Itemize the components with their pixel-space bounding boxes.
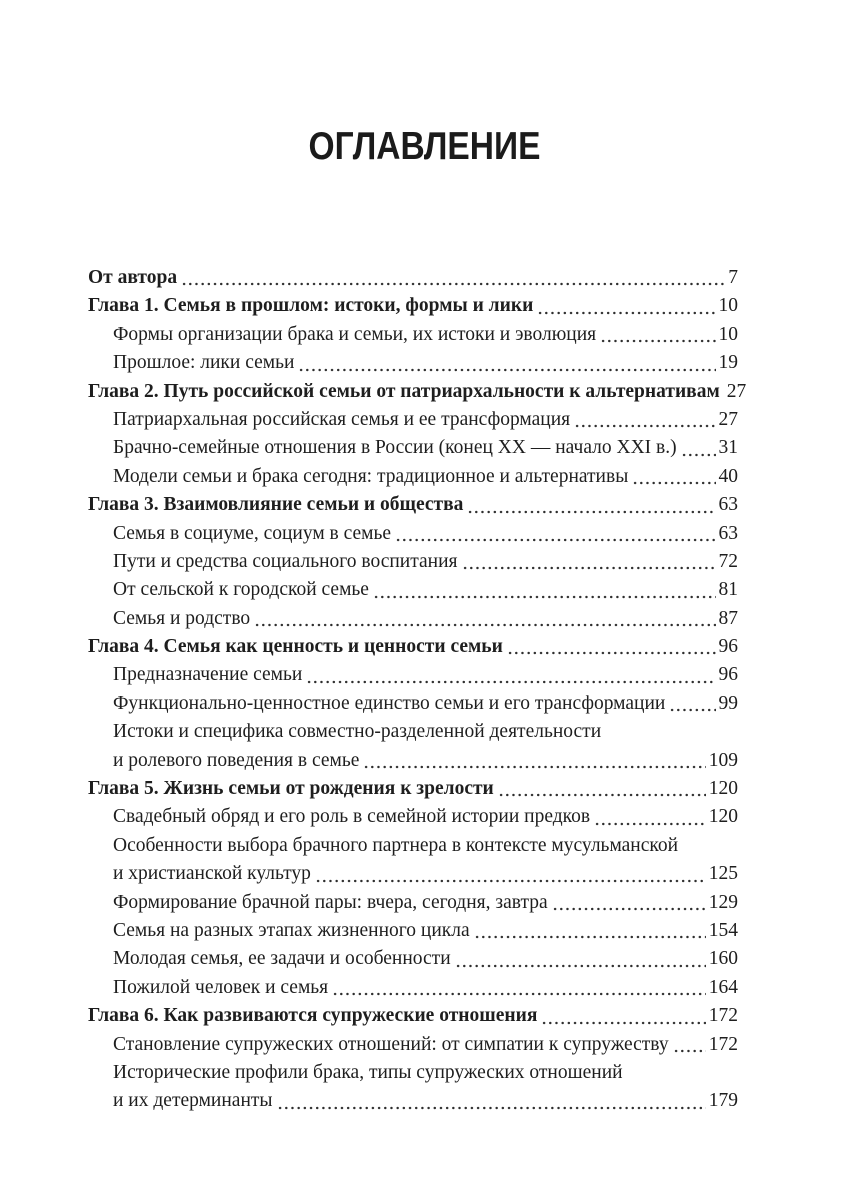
toc-entry	[88, 718, 738, 746]
toc-entry-label: Истоки и специфика совместно-разделенной деятельности	[113, 721, 602, 743]
toc-leader-dots	[455, 960, 706, 972]
toc-entry	[88, 832, 738, 860]
toc-entry-label: Брачно-семейные отношения в России (конец XX — начало XXI в.)	[113, 437, 677, 459]
toc-entry	[88, 406, 738, 434]
toc-leader-dots	[594, 818, 706, 830]
toc-list	[88, 264, 747, 1116]
toc-entry-page: 99	[718, 692, 738, 714]
toc-entry-label: и ролевого поведения в семье	[113, 749, 360, 771]
toc-entry-label: Семья в социуме, социум в семье	[113, 522, 392, 544]
toc-leader-dots	[669, 704, 715, 716]
toc-leader-dots	[552, 903, 706, 915]
toc-entry-page: 87	[718, 607, 738, 629]
toc-entry-label: Исторические профили брака, типы супружеских отношений	[113, 1061, 623, 1083]
toc-leader-dots	[574, 420, 715, 432]
toc-leader-dots	[395, 534, 715, 546]
toc-leader-dots	[600, 335, 715, 347]
toc-entry	[88, 576, 738, 604]
toc-entry	[88, 264, 738, 292]
toc-entry-label: Глава 5. Жизнь семьи от рождения к зрелости	[88, 778, 494, 800]
toc-entry	[88, 974, 738, 1002]
toc-entry-label: Предназначение семьи	[113, 664, 303, 686]
toc-leader-dots	[298, 364, 715, 376]
toc-entry	[88, 605, 738, 633]
toc-entry	[88, 860, 738, 888]
toc-entry-page: 27	[718, 408, 738, 430]
toc-entry-page: 96	[718, 636, 738, 658]
toc-entry-label: Патриархальная российская семья и ее трансформация	[113, 408, 571, 430]
toc-entry	[88, 349, 738, 377]
toc-entry-label: Глава 2. Путь российской семьи от патриархальности к альтернативам	[88, 380, 720, 402]
toc-entry	[88, 1002, 738, 1030]
toc-entry	[88, 690, 738, 718]
toc-leader-dots	[277, 1102, 706, 1114]
toc-entry	[88, 1031, 738, 1059]
toc-entry-label: Модели семьи и брака сегодня: традиционное и альтернативы	[113, 465, 629, 487]
toc-entry-page: 109	[708, 749, 738, 771]
toc-entry	[88, 434, 738, 462]
toc-leader-dots	[673, 1045, 706, 1057]
toc-entry	[88, 520, 738, 548]
toc-leader-dots	[373, 591, 716, 603]
toc-entry-label: Становление супружеских отношений: от симпатии к супружеству	[113, 1033, 669, 1055]
toc-entry-page: 81	[718, 579, 738, 601]
toc-entry	[88, 889, 738, 917]
toc-entry-page: 129	[708, 891, 738, 913]
toc-entry-label: Формы организации брака и семьи, их истоки и эволюция	[113, 323, 597, 345]
toc-entry-label: Семья на разных этапах жизненного цикла	[113, 919, 470, 941]
toc-entry-label: Глава 3. Взаимовлияние семьи и общества	[88, 494, 464, 516]
toc-entry-page: 7	[728, 267, 738, 288]
toc-entry	[88, 292, 738, 320]
toc-leader-dots	[363, 761, 705, 773]
toc-entry-label: Пути и средства социального воспитания	[113, 550, 458, 572]
toc-entry	[88, 1059, 738, 1087]
toc-entry-label: От автора	[88, 267, 178, 288]
toc-leader-dots	[474, 931, 706, 943]
toc-leader-dots	[462, 562, 716, 574]
toc-entry-label: Пожилой человек и семья	[113, 976, 329, 998]
toc-entry-page: 120	[708, 778, 738, 800]
toc-entry-label: Прошлое: лики семьи	[113, 352, 295, 374]
toc-entry	[88, 775, 738, 803]
toc-entry-label: Формирование брачной пары: вчера, сегодня, завтра	[113, 891, 548, 913]
toc-entry	[88, 1087, 738, 1115]
toc-entry-page: 96	[718, 664, 738, 686]
toc-entry-page: 164	[708, 976, 738, 998]
toc-entry-page: 125	[708, 863, 738, 885]
toc-entry	[88, 945, 738, 973]
toc-entry-page: 179	[708, 1090, 738, 1112]
toc-entry-label: и их детерминанты	[113, 1090, 273, 1112]
toc-leader-dots	[254, 619, 715, 631]
toc-entry-page: 10	[718, 295, 738, 317]
toc-entry	[88, 321, 738, 349]
toc-leader-dots	[632, 477, 715, 489]
toc-leader-dots	[537, 307, 715, 319]
toc-leader-dots	[498, 789, 706, 801]
toc-entry-label: Семья и родство	[113, 607, 251, 629]
toc-entry-page: 31	[718, 437, 738, 459]
toc-entry-page: 172	[708, 1033, 738, 1055]
toc-entry	[88, 548, 738, 576]
toc-entry-page: 40	[718, 465, 738, 487]
toc-entry-label: От сельской к городской семье	[113, 579, 369, 601]
toc-entry-label: Глава 1. Семья в прошлом: истоки, формы и лики	[88, 295, 534, 317]
toc-entry-label: Функционально-ценностное единство семьи и его трансформации	[113, 692, 666, 714]
toc-entry-page: 63	[718, 494, 738, 516]
toc-entry-label: Глава 4. Семья как ценность и ценности семьи	[88, 636, 503, 658]
toc-leader-dots	[332, 988, 706, 1000]
toc-leader-dots	[507, 647, 716, 659]
toc-leader-dots	[306, 676, 715, 688]
toc-entry-page: 72	[718, 550, 738, 572]
toc-entry-page: 63	[718, 522, 738, 544]
toc-entry-page: 154	[708, 919, 738, 941]
toc-entry-label: Молодая семья, ее задачи и особенности	[113, 948, 451, 970]
toc-entry-page: 19	[718, 352, 738, 374]
toc-entry-label: Особенности выбора брачного партнера в контексте мусульманской	[113, 834, 679, 856]
toc-entry-page: 160	[708, 948, 738, 970]
toc-entry	[88, 463, 738, 491]
toc-leader-dots	[541, 1017, 705, 1029]
toc-leader-dots	[467, 506, 715, 518]
toc-entry-label: и христианской культур	[113, 863, 311, 885]
toc-entry-page: 172	[708, 1005, 738, 1027]
toc-entry-label: Глава 6. Как развиваются супружеские отношения	[88, 1005, 538, 1027]
toc-entry	[88, 378, 747, 406]
toc-leader-dots	[315, 875, 706, 887]
toc-entry	[88, 661, 738, 689]
page-title: ОГЛАВЛЕНИЕ	[308, 125, 541, 168]
toc-entry-page: 10	[718, 323, 738, 345]
toc-entry-page: 27	[726, 380, 747, 402]
toc-leader-dots	[181, 278, 725, 290]
toc-entry	[88, 917, 738, 945]
toc-entry	[88, 491, 738, 519]
toc-entry-label: Свадебный обряд и его роль в семейной истории предков	[113, 806, 591, 828]
toc-entry	[88, 803, 738, 831]
toc-leader-dots	[681, 449, 716, 461]
toc-entry-page: 120	[708, 806, 738, 828]
toc-entry	[88, 633, 738, 661]
toc-entry	[88, 747, 738, 775]
